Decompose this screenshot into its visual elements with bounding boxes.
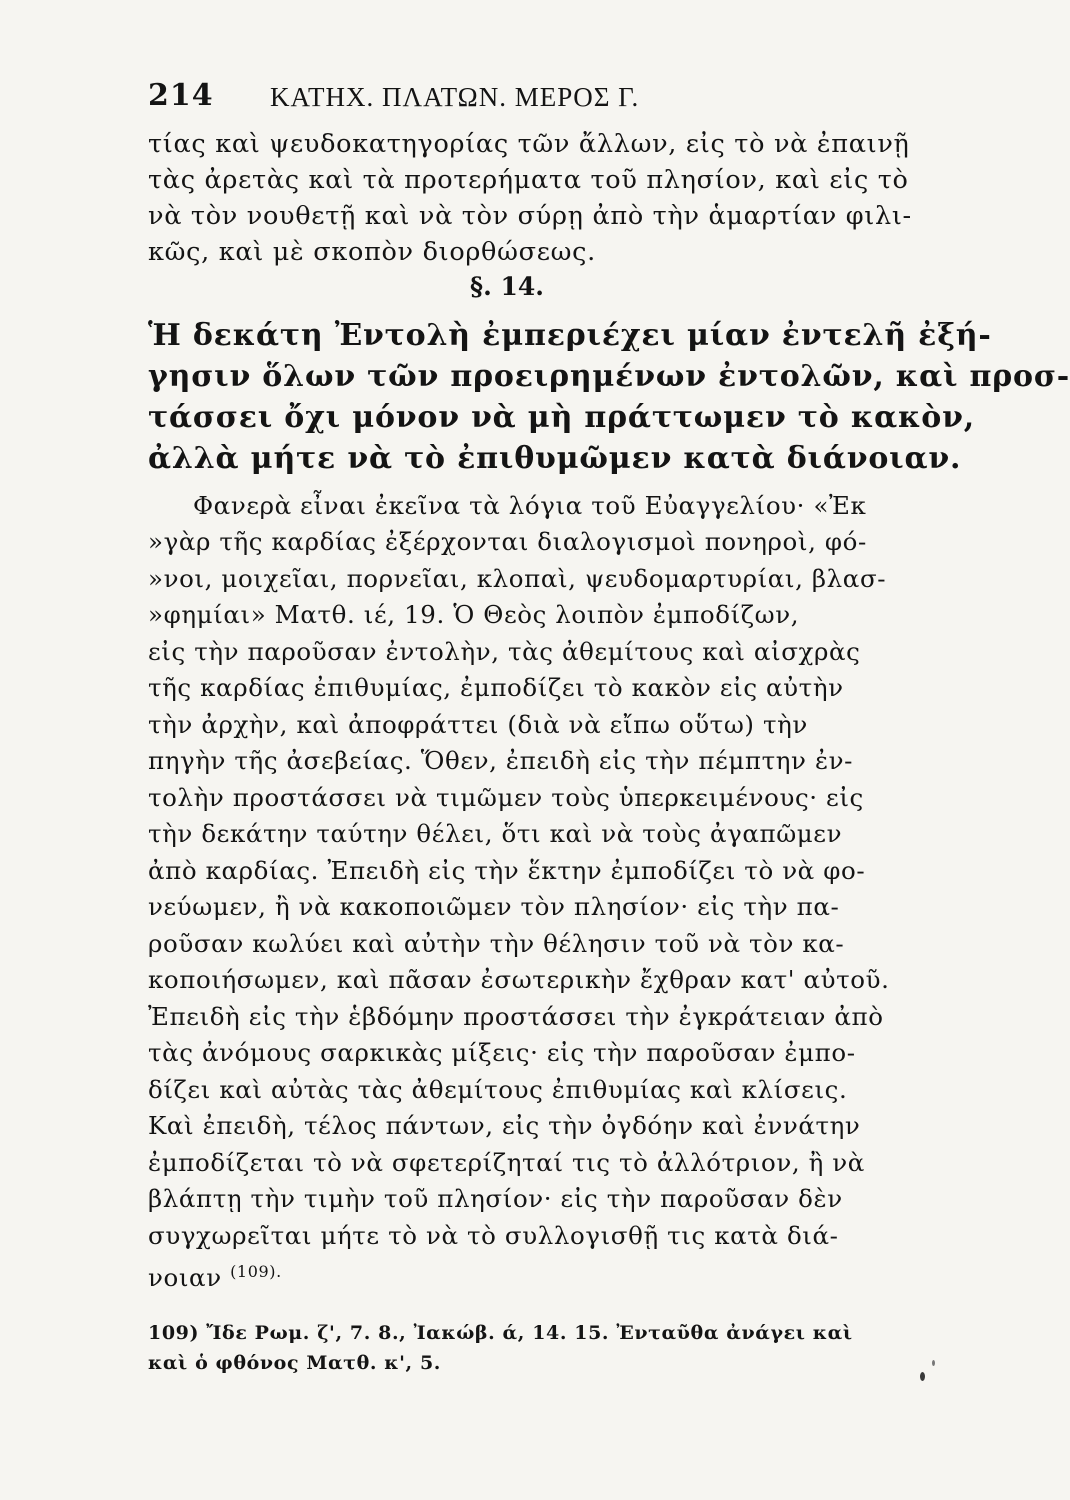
footnote-line: 109) Ἴδε Ρωμ. ζ', 7. 8., Ἰακώβ. ά, 14. 15. Ἐνταῦθα ἀνάγει καὶ <box>148 1322 853 1344</box>
text-line: ἀλλὰ μήτε νὰ τὸ ἐπιθυμῶμεν κατὰ διάνοιαν. <box>148 441 962 476</box>
text-line: τάσσει ὄχι μόνον νὰ μὴ πράττωμεν τὸ κακὸν, <box>148 400 975 435</box>
ink-speck <box>920 1372 925 1381</box>
text-line: Φανερὰ εἶναι ἐκεῖνα τὰ λόγια τοῦ Εὐαγγελίου· «Ἐκ <box>193 491 867 520</box>
text-line: τὰς ἀνόμους σαρκικὰς μίξεις· εἰς τὴν παροῦσαν ἐμπο- <box>148 1038 856 1067</box>
page-number: 214 <box>148 78 214 113</box>
footnote-reference: (109). <box>230 1262 282 1281</box>
text-line: Ἐπειδὴ εἰς τὴν ἑβδόμην προστάσσει τὴν ἐγκράτειαν ἀπὸ <box>148 1002 884 1031</box>
text-line: τίας καὶ ψευδοκατηγορίας τῶν ἄλλων, εἰς τὸ νὰ ἐπαινῇ <box>148 129 910 159</box>
ink-speck <box>932 1360 935 1366</box>
text-line: νεύωμεν, ἢ νὰ κακοποιῶμεν τὸν πλησίον· εἰς τὴν πα- <box>148 892 840 921</box>
text-line: τολὴν προστάσσει νὰ τιμῶμεν τοὺς ὑπερκειμένους· εἰς <box>148 783 864 812</box>
text-line: πηγὴν τῆς ἀσεβείας. Ὅθεν, ἐπειδὴ εἰς τὴν πέμπτην ἐν- <box>148 746 854 775</box>
text-line: βλάπτῃ τὴν τιμὴν τοῦ πλησίον· εἰς τὴν παροῦσαν δὲν <box>148 1184 843 1213</box>
section-heading: §. 14. <box>470 272 544 301</box>
text-line: συγχωρεῖται μήτε τὸ νὰ τὸ συλλογισθῇ τις κατὰ διά- <box>148 1221 839 1250</box>
text-fragment: νοιαν <box>148 1263 222 1293</box>
text-line: τῆς καρδίας ἐπιθυμίας, ἐμποδίζει τὸ κακὸν εἰς αὐτὴν <box>148 673 844 702</box>
text-line: »γὰρ τῆς καρδίας ἐξέρχονται διαλογισμοὶ πονηροὶ, φό- <box>148 527 867 556</box>
text-line: ἐμποδίζεται τὸ νὰ σφετερίζηταί τις τὸ ἀλλότριον, ἢ νὰ <box>148 1148 865 1177</box>
running-head: ΚΑΤΗΧ. ΠΛΑΤΩΝ. ΜΕΡΟΣ Γ. <box>270 82 640 112</box>
text-line: τὴν δεκάτην ταύτην θέλει, ὅτι καὶ νὰ τοὺς ἀγαπῶμεν <box>148 819 843 848</box>
text-line: κοποιήσωμεν, καὶ πᾶσαν ἐσωτερικὴν ἔχθραν κατ' αὐτοῦ. <box>148 965 890 994</box>
text-line: »φημίαι» Ματθ. ιέ, 19. Ὁ Θεὸς λοιπὸν ἐμποδίζων, <box>148 600 800 629</box>
text-line: Ἡ δεκάτη Ἐντολὴ ἐμπεριέχει μίαν ἐντελῆ ἐξή- <box>148 318 992 353</box>
text-line-final <box>148 1254 878 1296</box>
text-line: τὴν ἀρχὴν, καὶ ἀποφράττει (διὰ νὰ εἴπω οὕτω) τὴν <box>148 710 808 739</box>
text-line: τὰς ἀρετὰς καὶ τὰ προτερήματα τοῦ πλησίον, καὶ εἰς τὸ <box>148 165 909 195</box>
text-line: γησιν ὅλων τῶν προειρημένων ἐντολῶν, καὶ προσ- <box>148 359 1070 394</box>
text-line: νὰ τὸν νουθετῇ καὶ νὰ τὸν σύρῃ ἀπὸ τὴν ἁμαρτίαν φιλι- <box>148 201 912 231</box>
text-line: ἀπὸ καρδίας. Ἐπειδὴ εἰς τὴν ἕκτην ἐμποδίζει τὸ νὰ φο- <box>148 856 866 885</box>
footnote-line: καὶ ὁ φθόνος Ματθ. κ', 5. <box>148 1352 441 1374</box>
text-line: εἰς τὴν παροῦσαν ἐντολὴν, τὰς ἀθεμίτους καὶ αἰσχρὰς <box>148 637 861 666</box>
text-line: »νοι, μοιχεῖαι, πορνεῖαι, κλοπαὶ, ψευδομαρτυρίαι, βλασ- <box>148 564 887 593</box>
text-line: ροῦσαν κωλύει καὶ αὐτὴν τὴν θέλησιν τοῦ νὰ τὸν κα- <box>148 929 845 958</box>
text-line: Καὶ ἐπειδὴ, τέλος πάντων, εἰς τὴν ὀγδόην καὶ ἐννάτην <box>148 1111 861 1140</box>
text-line: κῶς, καὶ μὲ σκοπὸν διορθώσεως. <box>148 237 596 267</box>
page-header <box>148 78 878 126</box>
text-line: δίζει καὶ αὐτὰς τὰς ἀθεμίτους ἐπιθυμίας καὶ κλίσεις. <box>148 1075 848 1104</box>
